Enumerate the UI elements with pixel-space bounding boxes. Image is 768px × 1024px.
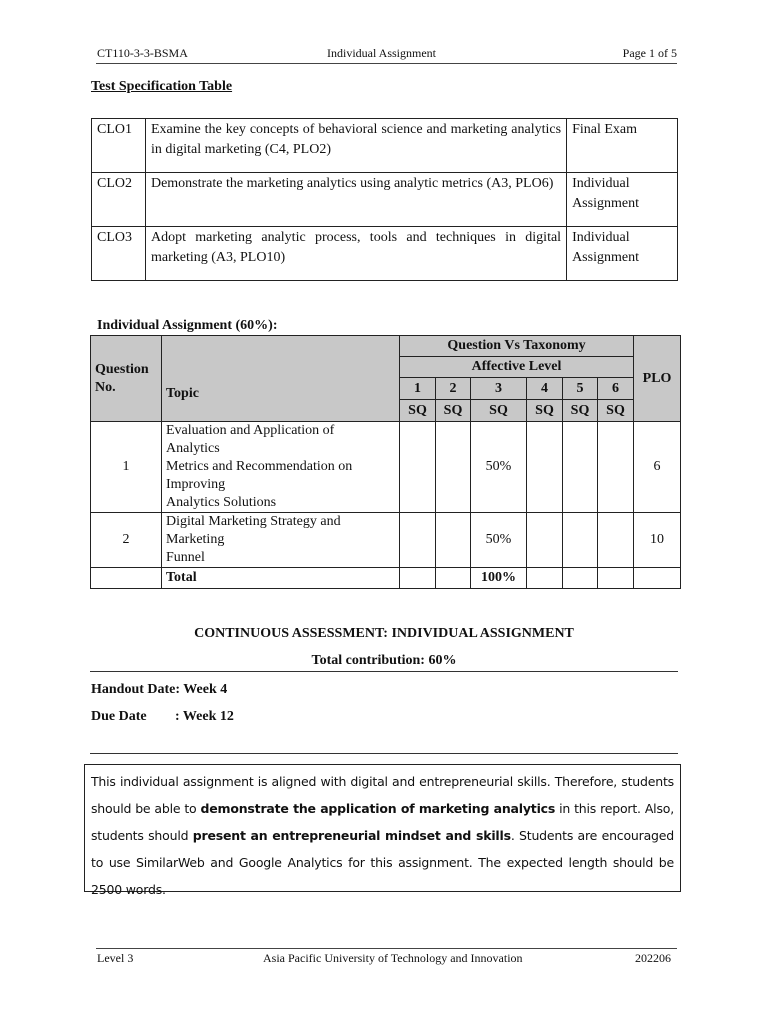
sq-header: SQ xyxy=(436,400,471,422)
empty-cell xyxy=(563,422,598,513)
table-row xyxy=(91,422,681,513)
plo-value: 10 xyxy=(634,513,681,568)
divider xyxy=(90,671,678,672)
topic-line: Funnel xyxy=(166,550,205,565)
empty-cell xyxy=(563,568,598,589)
course-code: CT110-3-3-BSMA xyxy=(97,46,188,60)
clo-assessment: Individual Assignment xyxy=(567,173,678,227)
due-date-value: : Week 12 xyxy=(175,709,234,724)
footer-university: Asia Pacific University of Technology and Innovation xyxy=(263,951,523,965)
clo-id: CLO3 xyxy=(92,227,146,281)
empty-cell xyxy=(598,513,634,568)
assignment-description xyxy=(84,764,681,897)
topic-line: Analytics Solutions xyxy=(166,495,277,510)
ia-section-title: Individual Assignment (60%): xyxy=(97,318,278,333)
table-row xyxy=(91,513,681,568)
header-doc-title: Individual Assignment xyxy=(327,46,436,60)
topic-header: Topic xyxy=(162,336,400,422)
sq-header: SQ xyxy=(563,400,598,422)
due-date-label: Due Date xyxy=(91,709,147,724)
clo-assessment: Final Exam xyxy=(567,119,678,173)
question-number: 1 xyxy=(91,422,162,513)
description-text: This individual assignment is aligned with digital and entrepreneurial skills. Therefore, students should be able to xyxy=(91,774,674,816)
sq-header: SQ xyxy=(527,400,563,422)
total-row xyxy=(91,568,681,589)
taxonomy-header: Question Vs Taxonomy xyxy=(400,336,634,357)
topic-line: Analytics xyxy=(166,441,220,456)
empty-cell xyxy=(527,513,563,568)
page-header xyxy=(96,46,677,64)
sq-header: SQ xyxy=(400,400,436,422)
page-number: Page 1 of 5 xyxy=(622,46,677,60)
clo-table xyxy=(91,118,678,281)
empty-cell xyxy=(598,422,634,513)
topic-line: Marketing xyxy=(166,532,225,547)
topic-line: Improving xyxy=(166,477,226,492)
level3-weight: 50% xyxy=(471,422,527,513)
footer-level: Level 3 xyxy=(97,951,134,965)
question-number: 2 xyxy=(91,513,162,568)
empty-cell xyxy=(563,513,598,568)
empty-cell xyxy=(436,568,471,589)
empty-cell xyxy=(527,568,563,589)
empty-cell xyxy=(598,568,634,589)
level-header: 6 xyxy=(598,378,634,400)
clo-id: CLO2 xyxy=(92,173,146,227)
level-header: 4 xyxy=(527,378,563,400)
description-emphasis: demonstrate the application of marketing analytics xyxy=(200,801,556,816)
level-header: 3 xyxy=(471,378,527,400)
empty-cell xyxy=(400,422,436,513)
topic-line: Digital Marketing Strategy and xyxy=(166,514,341,529)
contribution-text: Total contribution: 60% xyxy=(311,653,457,668)
sq-header: SQ xyxy=(471,400,527,422)
clo-description: Adopt marketing analytic process, tools and techniques in digital marketing (A3, PLO10) xyxy=(145,227,566,281)
clo-id: CLO1 xyxy=(92,119,146,173)
level-header: 2 xyxy=(436,378,471,400)
empty-cell xyxy=(91,568,162,589)
footer-code: 202206 xyxy=(635,951,671,965)
clo-description: Demonstrate the marketing analytics using analytic metrics (A3, PLO6) xyxy=(145,173,566,227)
divider xyxy=(90,753,678,754)
due-date xyxy=(91,709,234,725)
description-emphasis: present an entrepreneurial mindset and skills xyxy=(192,828,511,843)
level-header: 5 xyxy=(563,378,598,400)
sq-header: SQ xyxy=(598,400,634,422)
page-footer xyxy=(96,948,677,965)
table-row xyxy=(92,227,678,281)
handout-date: Handout Date: Week 4 xyxy=(91,682,228,697)
clo-assessment: Individual Assignment xyxy=(567,227,678,281)
topic-line: Evaluation and Application of xyxy=(166,423,335,438)
topic-cell xyxy=(162,513,400,568)
description-text: in this report. Also, students should xyxy=(91,801,674,843)
assignment-table xyxy=(90,335,681,589)
topic-cell xyxy=(162,422,400,513)
spec-table-title: Test Specification Table xyxy=(91,79,233,94)
empty-cell xyxy=(400,568,436,589)
plo-value: 6 xyxy=(634,422,681,513)
level3-weight: 50% xyxy=(471,513,527,568)
level-header: 1 xyxy=(400,378,436,400)
total-label: Total xyxy=(162,568,400,589)
topic-line: Metrics and Recommendation on xyxy=(166,459,353,474)
plo-header: PLO xyxy=(634,336,681,422)
description-text: . Students are encouraged to use SimilarWeb and Google Analytics for this assignment. The expected length should be 2500 words. xyxy=(91,828,674,897)
total-value: 100% xyxy=(471,568,527,589)
empty-cell xyxy=(527,422,563,513)
table-row xyxy=(92,119,678,173)
ca-heading: CONTINUOUS ASSESSMENT: INDIVIDUAL ASSIGNMENT xyxy=(194,626,574,641)
table-row xyxy=(92,173,678,227)
empty-cell xyxy=(634,568,681,589)
question-no-header: Question No. xyxy=(91,336,162,422)
empty-cell xyxy=(436,422,471,513)
clo-description: Examine the key concepts of behavioral science and marketing analytics in digital marketing (C4, PLO2) xyxy=(145,119,566,173)
affective-level-header: Affective Level xyxy=(400,357,634,378)
empty-cell xyxy=(400,513,436,568)
empty-cell xyxy=(436,513,471,568)
